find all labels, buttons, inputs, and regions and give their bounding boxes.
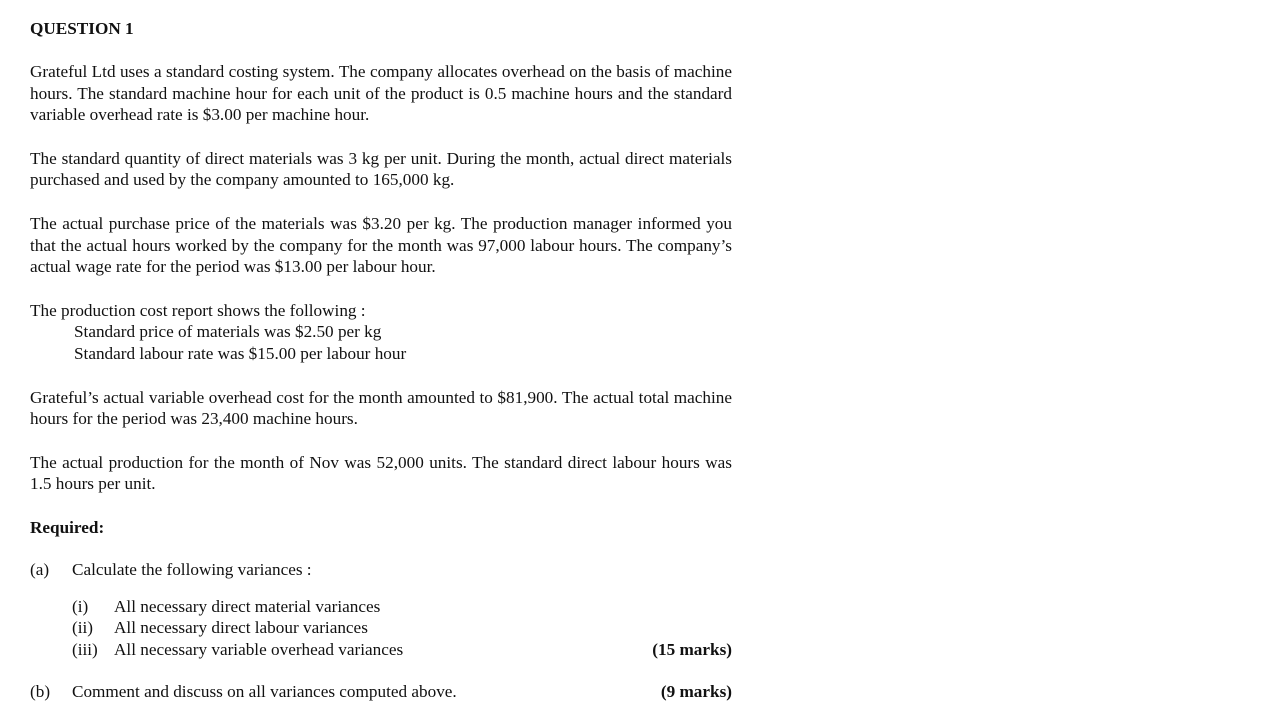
paragraph-cost-report-intro: The production cost report shows the following : — [30, 300, 366, 320]
part-b — [30, 681, 732, 703]
part-b-marks: (9 marks) — [660, 682, 732, 702]
part-a-text: Calculate the following variances : — [72, 559, 312, 579]
part-a-item-label: (ii) — [72, 618, 93, 638]
part-a-item — [30, 639, 732, 661]
paragraph-variable-overhead: Grateful’s actual variable overhead cost for the month amounted to $81,900. The actual total machine hours for the period was 23,400 machine hours. — [30, 387, 732, 429]
part-a-item — [30, 596, 732, 618]
question-heading: QUESTION 1 — [30, 19, 134, 38]
part-a-label: (a) — [30, 559, 50, 579]
part-a-item-text: All necessary direct labour variances — [114, 618, 368, 638]
part-a-item — [30, 617, 732, 639]
part-a-item-text: All necessary direct material variances — [114, 596, 381, 616]
part-b-label: (b) — [30, 682, 51, 702]
question-document — [30, 18, 732, 703]
part-a-item-label: (iii) — [72, 639, 98, 659]
required-label: Required: — [30, 517, 105, 537]
paragraph-overhead: Grateful Ltd uses a standard costing system. The company allocates overhead on the basis of machine hours. The standard machine hour for each unit of the product is 0.5 machine hours and the standard variable overhead rate is $3.00 per machine hour. — [30, 62, 732, 125]
part-b-text: Comment and discuss on all variances computed above. — [72, 682, 457, 702]
part-a-marks: (15 marks) — [652, 639, 732, 659]
part-a-item-text: All necessary variable overhead variances — [114, 639, 404, 659]
report-line-material-price: Standard price of materials was $2.50 per kg — [74, 322, 382, 342]
report-line-labour-rate: Standard labour rate was $15.00 per labour hour — [74, 343, 407, 363]
part-a-item-label: (i) — [72, 596, 89, 616]
paragraph-prices-labour: The actual purchase price of the materials was $3.20 per kg. The production manager informed you that the actual hours worked by the company for the month was 97,000 labour hours. The company’s actual wage rate for the period was $13.00 per labour hour. — [30, 213, 732, 277]
part-a — [30, 559, 732, 581]
paragraph-production: The actual production for the month of Nov was 52,000 units. The standard direct labour hours was 1.5 hours per unit. — [30, 452, 732, 494]
paragraph-materials: The standard quantity of direct materials was 3 kg per unit. During the month, actual direct materials purchased and used by the company amounted to 165,000 kg. — [30, 148, 732, 190]
